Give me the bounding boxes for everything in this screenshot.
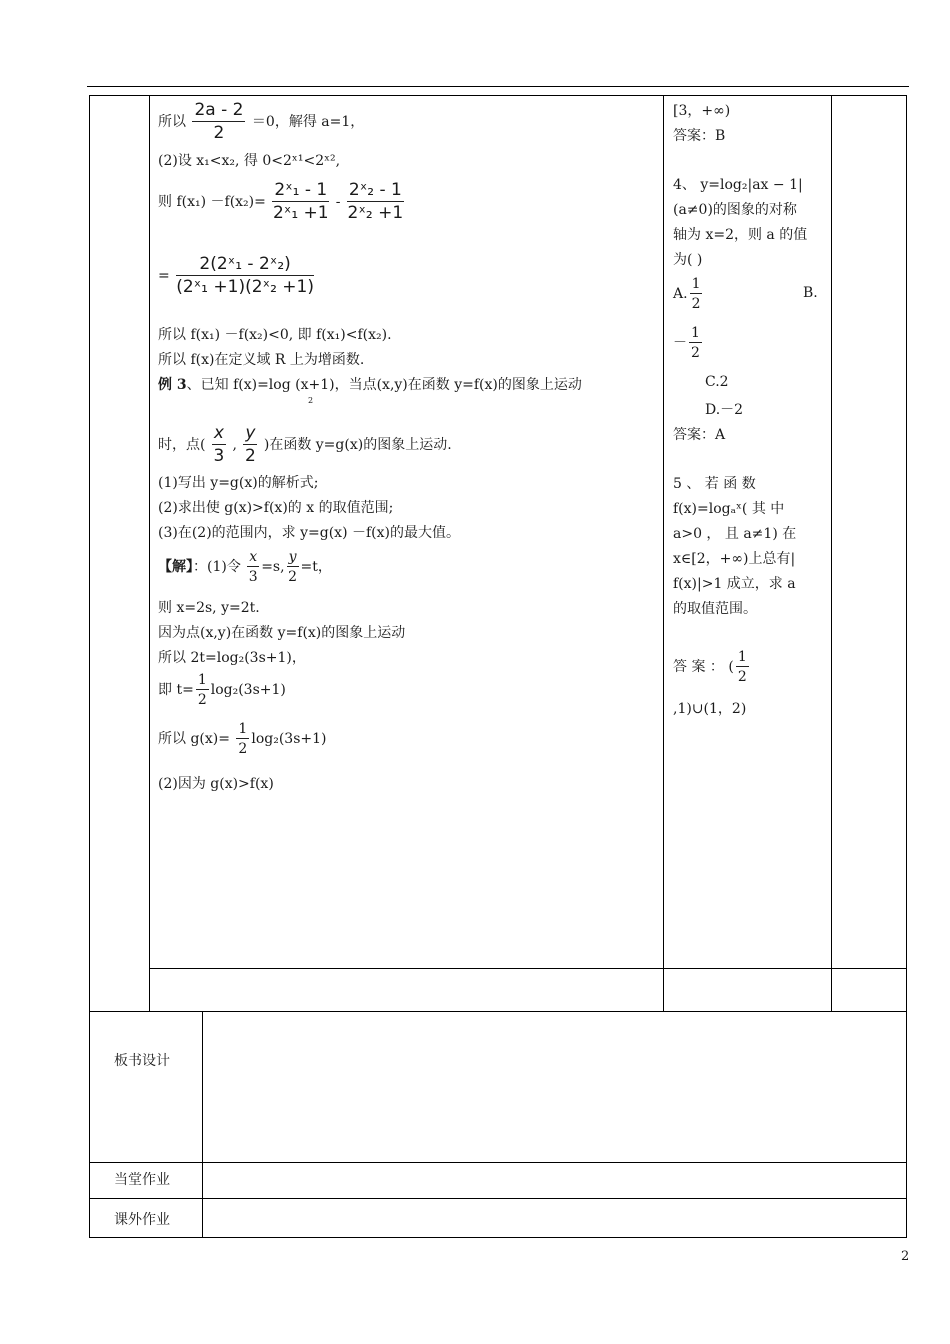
row-divider-board — [89, 1162, 907, 1163]
minus-sign: - — [335, 194, 341, 210]
option-label: A. — [673, 286, 688, 302]
col-divider-1 — [149, 95, 150, 1011]
text: ＝0，解得 a=1， — [251, 114, 365, 130]
numerator: 1 — [691, 325, 700, 341]
denominator: 2 — [238, 741, 248, 757]
numerator: y — [288, 549, 297, 565]
question-5-line-2: f(x)=logₐˣ( 其 中 — [673, 501, 785, 517]
text: )在函数 y=g(x)的图象上运动. — [263, 437, 452, 453]
solution-line-7: (2)因为 g(x)>f(x) — [158, 776, 274, 792]
option-b-value — [673, 326, 704, 360]
table-right-border — [906, 95, 907, 1238]
question-4-line-2: (a≠0)的图象的对称 — [673, 202, 797, 218]
col-divider-2 — [663, 95, 664, 1011]
solution-line-4: 所以 2t=log₂(3s+1)， — [158, 650, 306, 666]
fraction-2 — [347, 182, 404, 222]
solution-start — [158, 550, 332, 584]
question-5-line-1: 5 、 若 函 数 — [673, 476, 756, 492]
text: = — [158, 268, 170, 284]
fraction — [689, 326, 702, 360]
col-divider-bottom — [202, 1011, 203, 1238]
fraction-2 — [243, 425, 257, 465]
fraction — [176, 256, 314, 296]
denominator: 2 — [197, 692, 207, 708]
header-rule — [87, 86, 909, 87]
answer-5-range: ,1)∪(1，2) — [673, 701, 747, 717]
class-homework-label: 当堂作业 — [114, 1172, 170, 1188]
row-divider-main — [89, 1011, 907, 1012]
numerator: 2ˣ₁ - 1 — [274, 180, 328, 200]
text: ：(1)令 — [193, 559, 241, 575]
denominator: 2 — [691, 296, 701, 312]
numerator: 1 — [197, 672, 207, 688]
numerator: 2ˣ₂ - 1 — [348, 180, 402, 200]
fraction — [236, 722, 249, 756]
text: 即 t= — [158, 682, 194, 698]
text: 所以 — [158, 114, 186, 130]
answer-4: 答案：A — [673, 427, 726, 443]
fraction — [736, 650, 749, 684]
fraction-1 — [247, 550, 259, 584]
option-b-label: B. — [803, 285, 818, 301]
fraction-2 — [287, 550, 299, 584]
line-point-moves — [158, 425, 452, 465]
text: 则 f(x₁) －f(x₂)= — [158, 194, 266, 210]
denominator: 2 — [691, 345, 700, 361]
solution-line-5 — [158, 673, 286, 707]
text: 答 案 ： ( — [673, 659, 734, 675]
question-5-line-6: 的取值范围。 — [673, 601, 757, 617]
option-c: C.2 — [705, 374, 729, 390]
example-3 — [158, 374, 582, 394]
prev-answer-range: [3，+∞) — [673, 103, 731, 119]
question-4-line-4: 为( ) — [673, 252, 703, 268]
line-assume: (2)设 x₁<x₂, 得 0<2ˣ¹<2ˣ², — [158, 153, 341, 169]
denominator: 2 — [244, 446, 256, 466]
table-bottom-border — [89, 1237, 907, 1238]
question-3: (3)在(2)的范围内，求 y=g(x) －f(x)的最大值。 — [158, 525, 460, 541]
minus-sign: － — [673, 335, 687, 351]
question-5-line-5: f(x)|>1 成立，求 a — [673, 576, 796, 592]
text: log₂(3s+1) — [210, 682, 286, 698]
fraction-1 — [272, 182, 329, 222]
comma: , — [232, 437, 237, 453]
denominator: 2ˣ₁ +1 — [272, 203, 329, 223]
log-base-subscript: 2 — [308, 396, 314, 405]
solution-line-3: 因为点(x,y)在函数 y=f(x)的图象上运动 — [158, 625, 406, 641]
col-divider-3 — [831, 95, 832, 1011]
example-text: 、已知 f(x)=log (x+1)，当点(x,y)在函数 y=f(x)的图象上运动 — [186, 377, 582, 393]
line-conclude-1: 所以 f(x₁) －f(x₂)<0, 即 f(x₁)<f(x₂). — [158, 327, 392, 343]
question-4-line-1: 4、 y=log₂|ax − 1| — [673, 177, 803, 193]
line-difference — [158, 182, 406, 222]
denominator: 2ˣ₂ +1 — [347, 203, 404, 223]
denominator: 3 — [248, 569, 258, 585]
fraction — [196, 673, 209, 707]
numerator: x — [249, 549, 258, 565]
text: 时，点( — [158, 437, 206, 453]
after-class-homework-label: 课外作业 — [114, 1212, 170, 1228]
question-1: (1)写出 y=g(x)的解析式; — [158, 475, 319, 491]
numerator: x — [213, 423, 224, 443]
page-number: 2 — [901, 1249, 910, 1264]
row-divider-homework — [89, 1198, 907, 1199]
numerator: y — [245, 423, 256, 443]
fraction-1 — [212, 425, 226, 465]
line-simplify — [158, 256, 316, 296]
prev-answer: 答案：B — [673, 128, 726, 144]
question-2: (2)求出使 g(x)>f(x)的 x 的取值范围; — [158, 500, 394, 516]
table-top-border — [89, 95, 907, 96]
example-label: 例 3 — [158, 377, 187, 393]
solution-line-6 — [158, 722, 326, 756]
denominator: (2ˣ₁ +1)(2ˣ₂ +1) — [176, 277, 314, 297]
option-a — [673, 277, 704, 311]
denominator: 3 — [213, 446, 225, 466]
numerator: 1 — [691, 276, 701, 292]
table-left-border — [89, 95, 90, 1238]
denominator: 2 — [213, 123, 225, 143]
denominator: 2 — [737, 669, 747, 685]
option-d: D.－2 — [705, 402, 744, 418]
row-divider-inner — [149, 968, 906, 969]
solution-label: 【解】 — [158, 559, 193, 575]
question-5-line-3: a>0 ， 且 a≠1) 在 — [673, 526, 797, 542]
board-design-label: 板书设计 — [114, 1053, 170, 1069]
solution-line-2: 则 x=2s, y=2t. — [158, 600, 260, 616]
text: log₂(3s+1) — [251, 731, 327, 747]
text: =t， — [300, 559, 332, 575]
numerator: 2(2ˣ₁ - 2ˣ₂) — [176, 256, 314, 276]
numerator: 1 — [737, 649, 747, 665]
text: =s, — [261, 559, 285, 575]
fraction — [690, 277, 703, 311]
question-4-line-3: 轴为 x=2，则 a 的值 — [673, 227, 808, 243]
text: 所以 g(x)= — [158, 731, 230, 747]
numerator: 2a - 2 — [194, 100, 244, 120]
line-solve-a — [158, 102, 364, 142]
question-5-line-4: x∈[2，+∞)上总有| — [673, 551, 796, 567]
denominator: 2 — [288, 569, 297, 585]
numerator: 1 — [238, 721, 248, 737]
answer-5 — [673, 650, 751, 684]
fraction — [192, 102, 245, 142]
line-conclude-2: 所以 f(x)在定义域 R 上为增函数. — [158, 352, 365, 368]
